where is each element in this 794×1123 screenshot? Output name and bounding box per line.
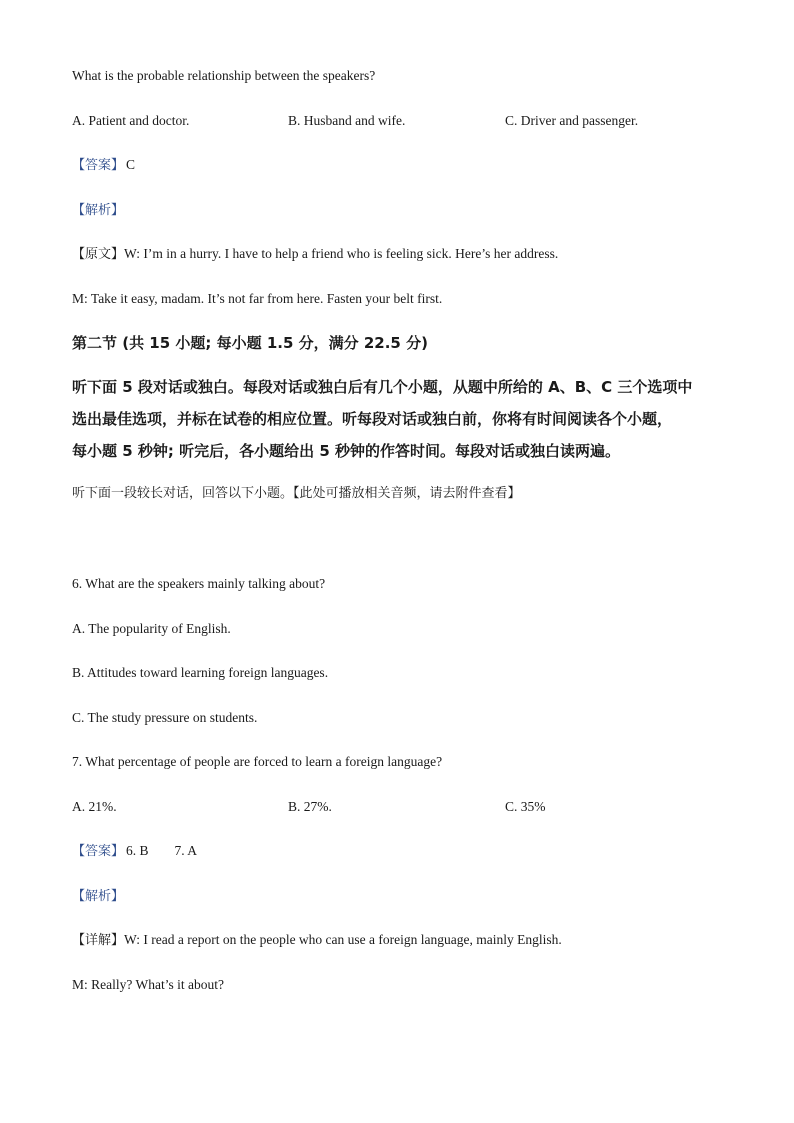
q67-detail-w-row [72, 931, 562, 950]
q5-option-a: A. Patient and doctor. [72, 113, 190, 128]
q67-answer-row [72, 842, 197, 861]
detail-m: M: Really? What’s it about? [72, 977, 224, 992]
analysis-tag: 【解析】 [72, 203, 125, 218]
q6-option-a: A. The popularity of English. [72, 621, 231, 636]
q5-script-w-row [72, 245, 558, 264]
q7-question: 7. What percentage of people are forced to learn a foreign language? [72, 754, 443, 769]
q6-question: 6. What are the speakers mainly talking about? [72, 576, 326, 591]
answer-tag: 【答案】 [72, 844, 125, 859]
analysis-tag: 【解析】 [72, 889, 125, 904]
q5-answer: C [126, 157, 136, 172]
listen-note: 听下面一段较长对话，回答以下小题。【此处可播放相关音频，请去附件查看】 [72, 486, 521, 501]
answer-6: 6. B [126, 843, 149, 858]
answer-7: 7. A [174, 843, 198, 858]
instruction-line-1: 听下面 5 段对话或独白。每段对话或独白后有几个小题，从题中所给的 A、B、C 三个选项中 [72, 378, 693, 396]
q6-option-b: B. Attitudes toward learning foreign languages. [72, 665, 329, 680]
q5-analysis-row [72, 201, 124, 220]
q7-option-c: C. 35% [505, 799, 546, 814]
instruction-line-2: 选出最佳选项，并标在试卷的相应位置。听每段对话或独白前，你将有时间阅读各个小题， [72, 410, 673, 428]
q5-answer-row [72, 156, 135, 175]
instruction-line-3: 每小题 5 秒钟; 听完后，各小题给出 5 秒钟的作答时间。每段对话或独白读两遍。 [72, 442, 620, 460]
detail-tag: 【详解】 [72, 933, 125, 948]
q5-script-m: M: Take it easy, madam. It’s not far from here. Fasten your belt first. [72, 291, 443, 306]
q5-option-b: B. Husband and wife. [288, 113, 406, 128]
script-tag: 【原文】 [72, 247, 125, 262]
q5-option-c: C. Driver and passenger. [505, 113, 639, 128]
detail-w: W: I read a report on the people who can use a foreign language, mainly English. [124, 932, 562, 947]
section2-instructions [72, 371, 732, 467]
q5-script-w: W: I’m in a hurry. I have to help a friend who is feeling sick. Here’s her address. [124, 246, 559, 261]
answer-tag: 【答案】 [72, 158, 125, 173]
q7-option-b: B. 27%. [288, 799, 332, 814]
q67-analysis-row [72, 887, 124, 906]
q7-option-a: A. 21%. [72, 799, 117, 814]
q6-option-c: C. The study pressure on students. [72, 710, 258, 725]
section2-heading: 第二节 (共 15 小题; 每小题 1.5 分，满分 22.5 分) [72, 334, 428, 352]
q5-question: What is the probable relationship between the speakers? [72, 68, 376, 83]
